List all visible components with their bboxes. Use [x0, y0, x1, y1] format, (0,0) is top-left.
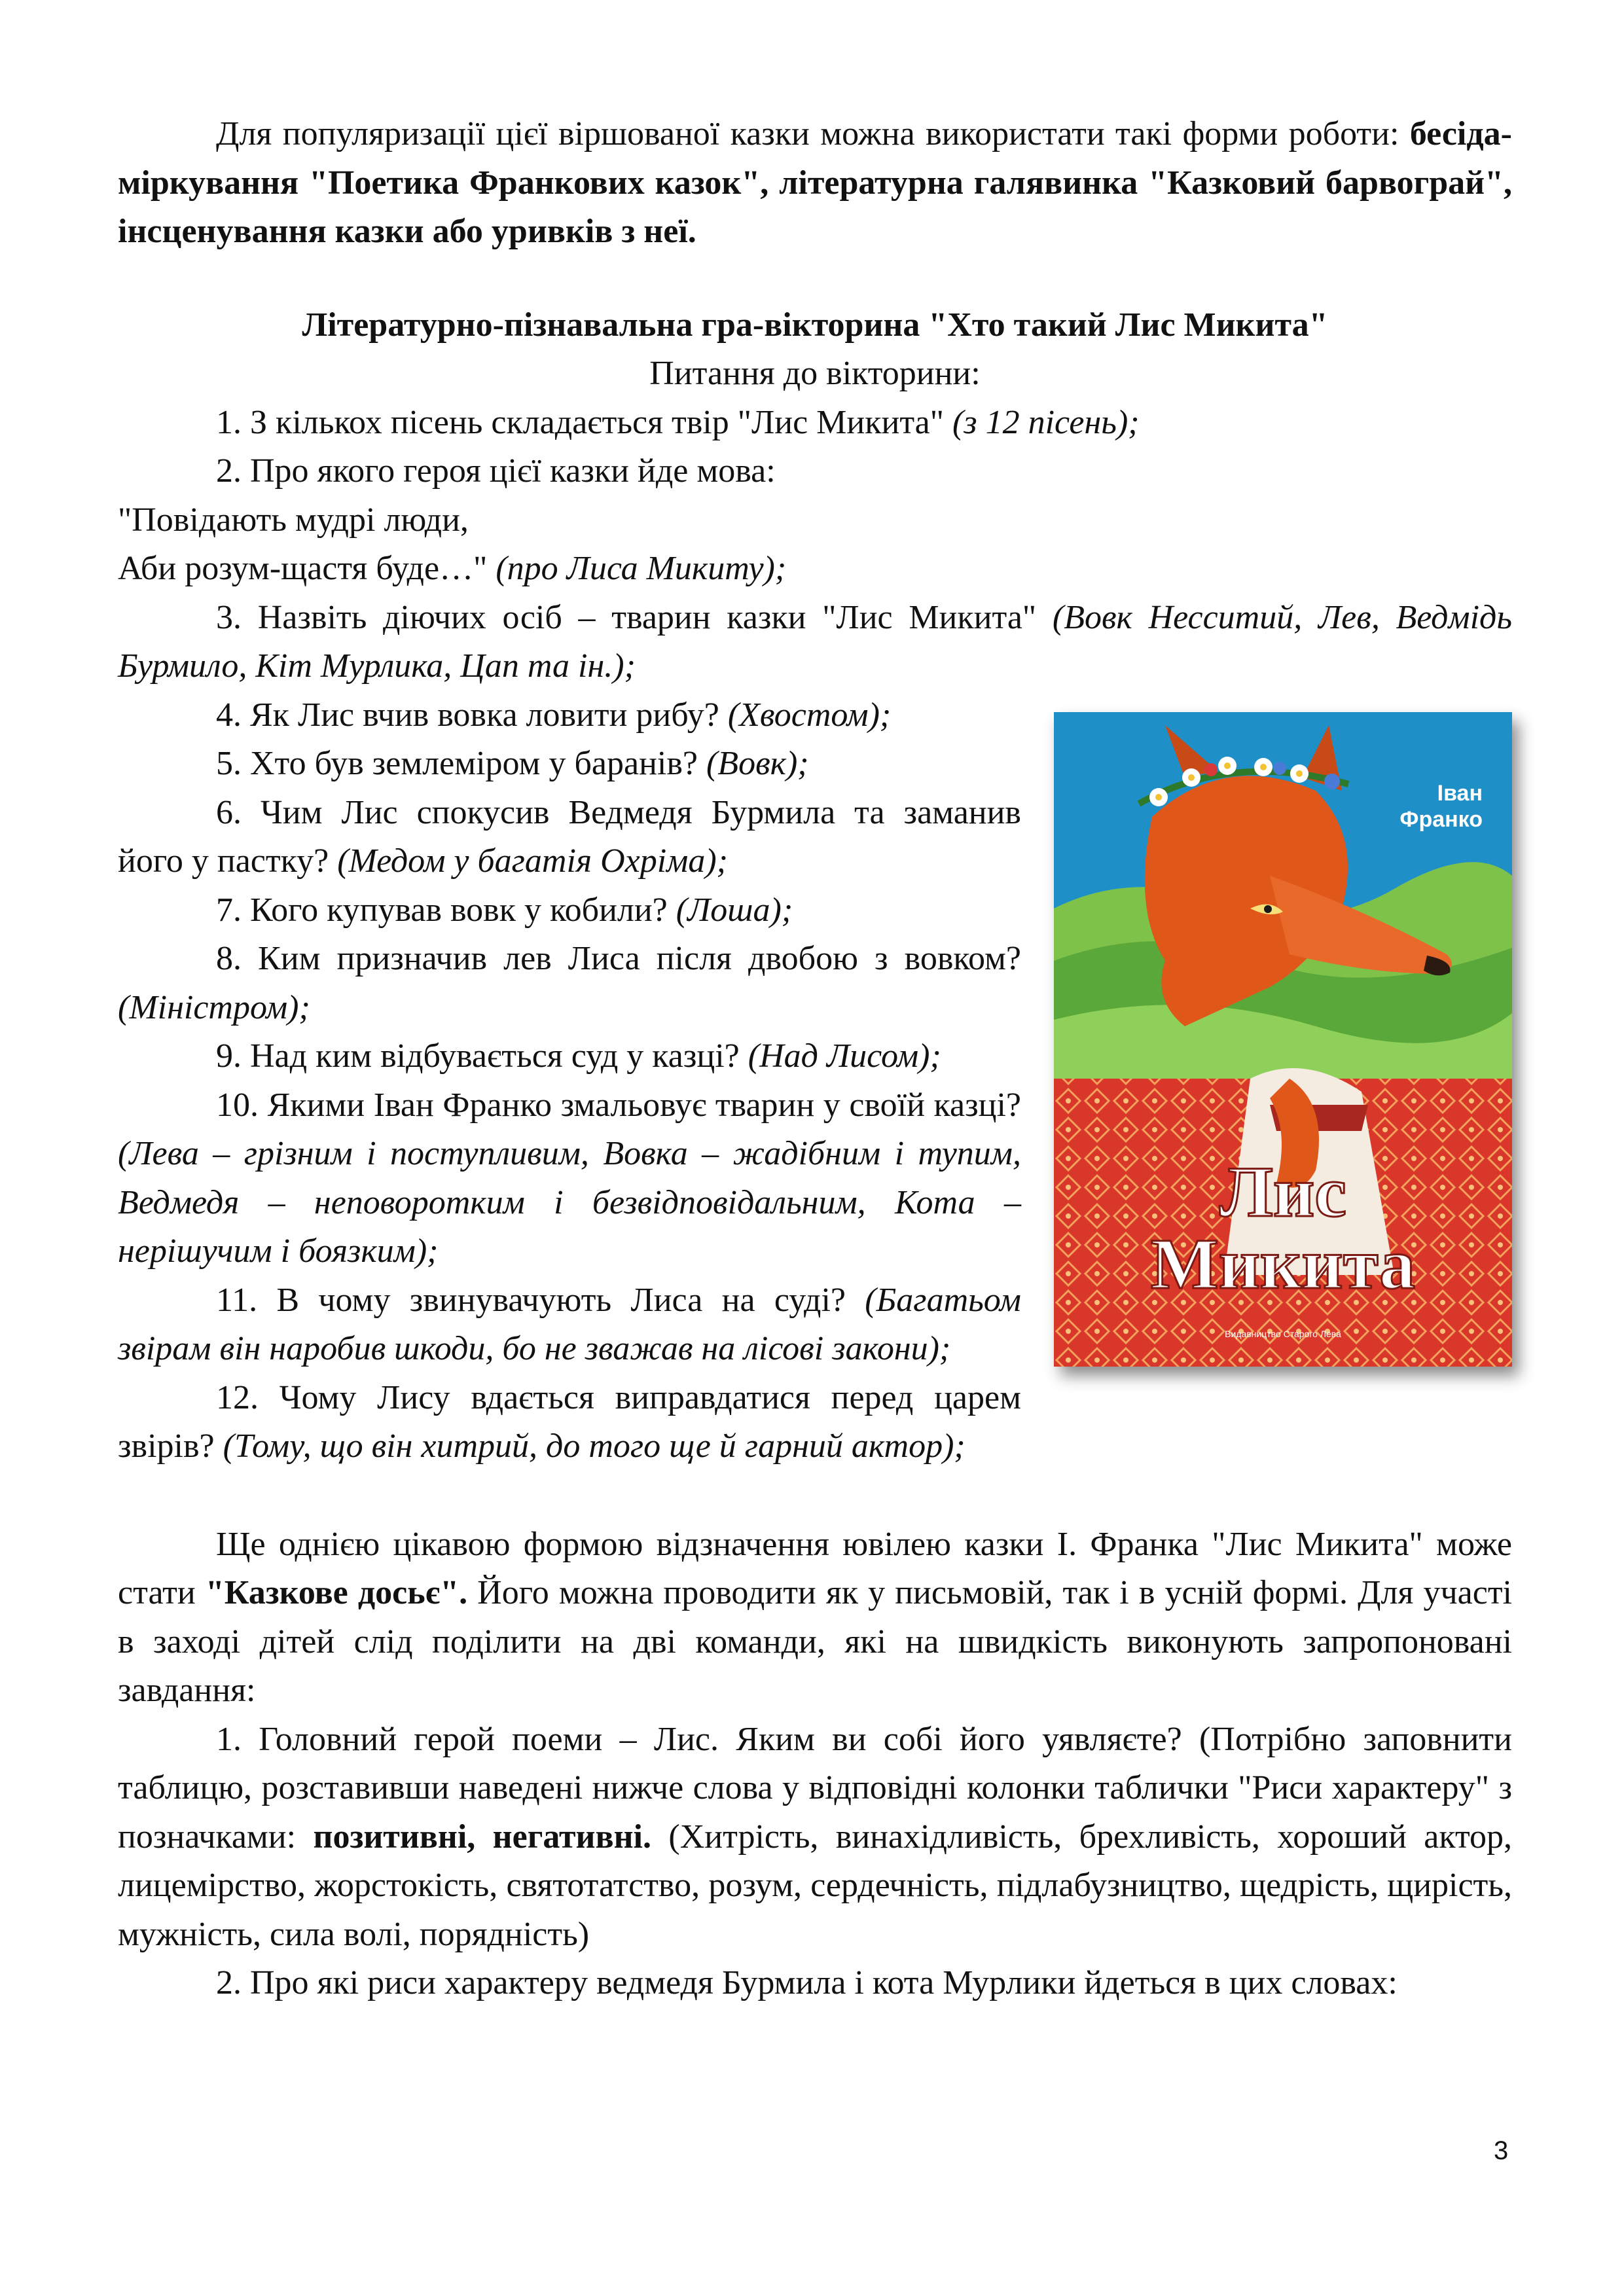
question-answer: (Лева – грізним і поступливим, Вовка – жадібним і тупим, Ведмедя – неповоротким і безвідповідальним, Кота – нерішучим і боязким);	[118, 1135, 1021, 1270]
question-answer: (Вовк);	[706, 745, 809, 782]
question-answer: (Багатьом звірам він наробив шкоди, бо не зважав на лісові закони);	[118, 1281, 1021, 1367]
question-answer: (Міністром);	[118, 988, 310, 1026]
quiz-question-2: 2. Про якого героя цієї казки йде мова:	[216, 452, 776, 490]
book-author-first: Іван	[1437, 780, 1483, 806]
intro-paragraph	[118, 110, 1512, 257]
quiz-subtitle: Питання до вікторини:	[649, 355, 981, 392]
intro-forms-list: бесіда-міркування "Поетика Франкових казок", літературна галявинка "Казковий барвограй", інсценування казки або уривків з неї.	[118, 115, 1512, 250]
page-body	[118, 110, 1512, 2008]
question-answer: (про Лиса Микиту);	[496, 550, 787, 587]
task-text: 1. Головний герой поеми – Лис. Яким ви собі його уявляєте? (Потрібно заповнити таблицю, розставивши наведені нижче слова у відповідні колонки таблички "Риси характеру" з позначками:	[118, 1720, 1512, 1856]
question-answer: (з 12 пісень);	[952, 403, 1140, 441]
dossier-title: "Казкове досьє".	[205, 1574, 468, 1611]
question-text: 7. Кого купував вовк у кобили?	[216, 891, 676, 929]
question-text: 11. В чому звинувачують Лиса на суді?	[216, 1281, 865, 1319]
quiz-title: Літературно-пізнавальна гра-вікторина "Хто такий Лис Микита"	[302, 306, 1328, 344]
book-author-last: Франко	[1399, 806, 1483, 832]
question-text: 3. Назвіть діючих осіб – тварин казки "Лис Микита"	[216, 598, 1053, 636]
question-text: 1. З кількох пісень складається твір "Лис Микита"	[216, 403, 952, 441]
question-answer: (Тому, що він хитрий, до того ще й гарний актор);	[223, 1427, 965, 1465]
task-labels: позитивні, негативні.	[313, 1818, 651, 1856]
quiz-question-12	[118, 1374, 1512, 1471]
dossier-task-2: 2. Про які риси характеру ведмедя Бурмила і кота Мурлики йдеться в цих словах:	[216, 1964, 1398, 2001]
question-text: 12. Чому Лису вдається виправдатися перед царем звірів?	[118, 1378, 1021, 1465]
question-text: 8. Ким призначив лев Лиса після двобою з вовком?	[216, 940, 1021, 977]
book-title-line-1: Лис	[1219, 1151, 1347, 1232]
intro-lead: Для популяризації цієї віршованої казки можна використати такі форми роботи:	[216, 115, 1410, 152]
book-publisher: Видавництво Старого Лева	[1225, 1328, 1341, 1339]
dossier-intro-rest: Його можна проводити як у письмовій, так і в усній формі. Для участі в заході дітей слід поділити на дві команди, які на швидкість виконують запропоновані завдання:	[118, 1574, 1513, 1709]
task-word-list: (Хитрість, винахідливість, брехливість, хороший актор, лицемірство, жорстокість, святотатство, розум, сердечність, підлабузництво, щедрість, щирість, мужність, сила волі, порядність)	[118, 1818, 1513, 1953]
quote-line-1: "Повідають мудрі люди,	[118, 501, 469, 539]
question-text: Аби розум-щастя буде…"	[118, 550, 496, 587]
book-title-line-2: Микита	[1150, 1223, 1416, 1304]
quote-line-2	[118, 545, 1512, 594]
question-text: 10. Якими Іван Франко змальовує тварин у своїй казці?	[216, 1086, 1021, 1124]
dossier-intro-paragraph	[118, 1520, 1512, 1715]
question-answer: (Хвостом);	[727, 696, 892, 734]
question-answer: (Вовк Несситий, Лев, Ведмідь Бурмило, Кіт Мурлика, Цап та ін.);	[118, 598, 1512, 685]
question-answer: (Медом у багатія Охріма);	[337, 842, 728, 880]
dossier-task-1	[118, 1715, 1512, 1960]
book-cover-image	[1054, 712, 1512, 1367]
page-number: 3	[1494, 2136, 1509, 2165]
question-text: 4. Як Лис вчив вовка ловити рибу?	[216, 696, 728, 734]
question-answer: (Лоша);	[676, 891, 793, 929]
book-cover-illustration	[1054, 712, 1512, 1367]
question-text: 6. Чим Лис спокусив Ведмедя Бурмила та заманив його у пастку?	[118, 793, 1021, 880]
question-answer: (Над Лисом);	[748, 1037, 941, 1075]
quiz-question-1	[118, 399, 1512, 448]
question-text: 9. Над ким відбувається суд у казці?	[216, 1037, 748, 1075]
dossier-intro-lead: Ще однією цікавою формою відзначення ювілею казки І. Франка "Лис Микита" може стати	[118, 1525, 1512, 1611]
quiz-question-3	[118, 594, 1512, 691]
question-text: 5. Хто був землеміром у баранів?	[216, 745, 706, 782]
